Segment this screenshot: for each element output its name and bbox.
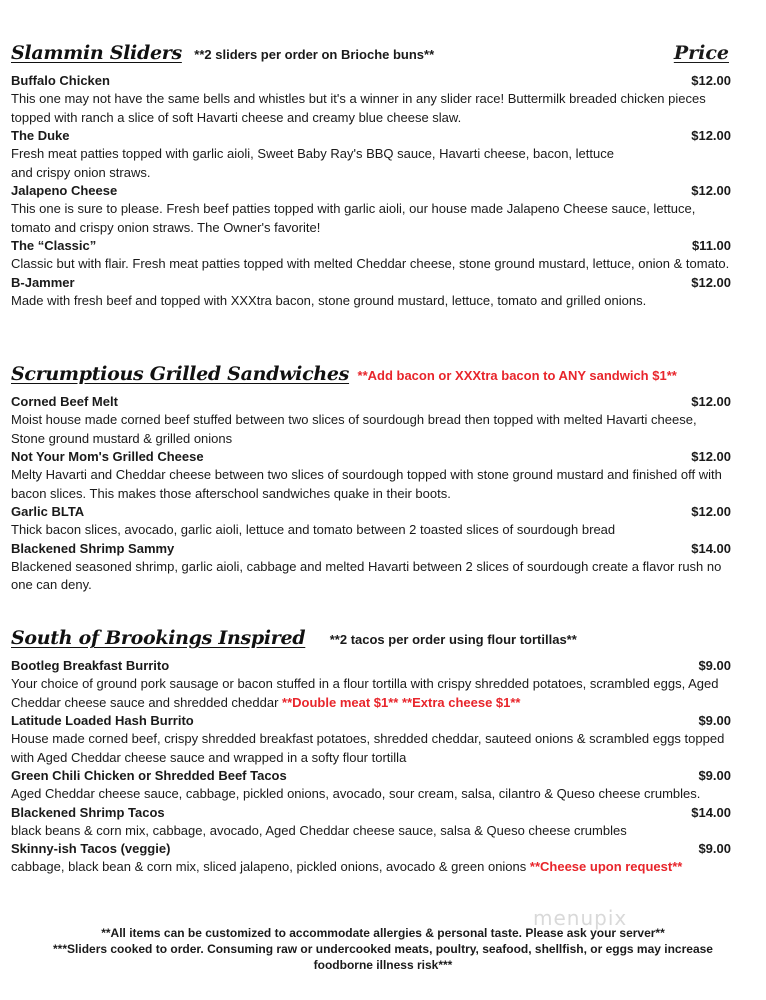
footer-line: **All items can be customized to accommodate allergies & personal taste. Please ask your server** [101,926,665,940]
add-on-note: **Cheese upon request** [526,859,683,874]
section-title: South of Brookings Inspired [11,627,306,649]
menu-item [11,72,731,127]
section-south-of-brookings [11,627,731,877]
item-list [11,657,731,877]
menu-item-line [11,237,731,255]
item-list [11,72,731,310]
menu-item-name: The “Classic” [11,238,97,253]
menu-item-price: $12.00 [691,183,731,198]
menu-item-name: Buffalo Chicken [11,73,110,88]
description-text: Fresh meat patties topped with garlic aioli, Sweet Baby Ray's BBQ sauce, Havarti cheese, bacon, lettuce and crispy onion straws. [11,146,614,180]
menu-item-price: $12.00 [691,504,731,519]
menu-item-line [11,804,731,822]
menu-item [11,274,731,311]
section-note: **2 tacos per order using flour tortillas** [329,632,577,647]
menu-item-name: Garlic BLTA [11,504,85,519]
menu-item-description [11,90,731,127]
price-heading: Price [673,42,729,64]
section-header [11,42,731,72]
menu-item-description [11,411,731,448]
menu-item-line [11,72,731,90]
menu-item [11,657,731,712]
menu-item-line [11,393,731,411]
menu-item [11,840,731,877]
menu-item-description [11,858,731,877]
menu-item-description [11,292,731,311]
menu-item-line [11,127,731,145]
description-text: Classic but with flair. Fresh meat patties topped with melted Cheddar cheese, stone ground mustard, lettuce, onion & tomato. [11,256,730,271]
description-text: This one is sure to please. Fresh beef patties topped with garlic aioli, our house made Jalapeno Cheese sauce, lettuce, tomato and crispy onion straws. The Owner's favorite! [11,201,696,235]
menu-item-price: $9.00 [698,768,731,783]
description-text: Your choice of ground pork sausage or bacon stuffed in a flour tortilla with crispy shredded potatoes, scrambled eggs, Aged Cheddar cheese sauce and shredded cheddar [11,676,719,710]
section-note: **2 sliders per order on Brioche buns** [194,47,435,62]
menu-item [11,767,731,804]
section-title: Scrumptious Grilled Sandwiches [11,363,350,385]
menu-item-line [11,540,731,558]
description-text: cabbage, black bean & corn mix, sliced jalapeno, pickled onions, avocado & green onions [11,859,527,874]
menu-item-price: $9.00 [698,658,731,673]
menu-item-name: Bootleg Breakfast Burrito [11,658,170,673]
description-text: Thick bacon slices, avocado, garlic aioli, lettuce and tomato between 2 toasted slices of sourdough bread [11,522,616,537]
menu-item-line [11,712,731,730]
section-header [11,363,731,393]
menu-item-name: Not Your Mom's Grilled Cheese [11,449,204,464]
footer-line: ***Sliders cooked to order. Consuming raw or undercooked meats, poultry, seafood, shellfish, or eggs may increase [53,942,713,956]
menu-item-line [11,448,731,466]
menu-item [11,712,731,767]
menu-item [11,237,731,274]
menu-item-description [11,521,731,540]
menu-item [11,127,731,182]
menu-item-name: Jalapeno Cheese [11,183,118,198]
section-title: Slammin Sliders [11,42,182,64]
add-on-note: **Double meat $1** **Extra cheese $1** [278,694,521,710]
menu-item-description [11,255,731,274]
menu-item-line [11,182,731,200]
menu-item-price: $12.00 [691,449,731,464]
menu-item-line [11,274,731,292]
menu-item-description [11,675,731,712]
menu-item-description [11,822,731,841]
menu-item-name: Corned Beef Melt [11,394,118,409]
menu-item-price: $9.00 [698,713,731,728]
description-text: black beans & corn mix, cabbage, avocado, Aged Cheddar cheese sauce, salsa & Queso cheese crumbles [11,822,627,838]
menu-item-description [11,466,731,503]
menu-item-price: $14.00 [691,804,731,820]
section-slammin-sliders [11,42,731,310]
section-header [11,627,731,657]
menu-item-name: Green Chili Chicken or Shredded Beef Tacos [11,768,287,783]
menu-item [11,804,731,841]
menu-item [11,540,731,595]
menu-item [11,503,731,540]
footer-notes [20,925,746,973]
menu-item [11,182,731,237]
menu-item-name: Blackened Shrimp Tacos [11,804,165,820]
menu-item-price: $12.00 [691,128,731,143]
menu-item-line [11,840,731,858]
menu-item-price: $12.00 [691,274,731,290]
section-note: **Add bacon or XXXtra bacon to ANY sandwich $1** [357,368,677,383]
menu-item-description [11,785,731,804]
menu-item-name: Skinny-ish Tacos (veggie) [11,841,171,856]
menu-item-line [11,767,731,785]
menu-item-price: $9.00 [698,841,731,856]
section-grilled-sandwiches [11,363,731,595]
menu-item-description [11,145,731,182]
menu-item-name: The Duke [11,128,70,143]
description-text: Made with fresh beef and topped with XXXtra bacon, stone ground mustard, lettuce, tomato and grilled onions. [11,292,647,308]
description-text: Blackened seasoned shrimp, garlic aioli, cabbage and melted Havarti between 2 slices of sourdough create a flavor rush no one can deny. [11,558,722,592]
description-text: House made corned beef, crispy shredded breakfast potatoes, shredded cheddar, sauteed onions & scrambled eggs topped with Aged Cheddar cheese sauce and wrapped in a softy flour tortilla [11,731,725,765]
menu-item-name: Blackened Shrimp Sammy [11,540,175,556]
menu-item-line [11,503,731,521]
description-text: Moist house made corned beef stuffed between two slices of sourdough bread then topped with melted Havarti cheese, Stone ground mustard & grilled onions [11,412,697,446]
description-text: Melty Havarti and Cheddar cheese between two slices of sourdough topped with stone ground mustard and finished off with bacon slices. This makes those afterschool sandwiches quake in their boots. [11,467,722,501]
menu-item-price: $12.00 [691,394,731,409]
menu-item-name: B-Jammer [11,274,75,290]
menu-item-name: Latitude Loaded Hash Burrito [11,713,194,728]
menu-item-description [11,200,731,237]
item-list [11,393,731,595]
menu-item [11,448,731,503]
description-text: This one may not have the same bells and whistles but it's a winner in any slider race! Buttermilk breaded chicken pieces topped with ranch a slice of soft Havarti cheese and creamy blue cheese slaw. [11,91,706,125]
watermark-logo: menupix [533,906,628,930]
menu-item-line [11,657,731,675]
description-text: Aged Cheddar cheese sauce, cabbage, pickled onions, avocado, sour cream, salsa, cilantro & Queso cheese crumbles. [11,786,701,801]
footer-line: foodborne illness risk*** [313,958,453,972]
menu-item-description [11,730,731,767]
menu-item-price: $12.00 [691,73,731,88]
menu-item-description [11,558,731,595]
menu-item [11,393,731,448]
menu-item-price: $11.00 [691,238,731,253]
menu-item-price: $14.00 [691,540,731,556]
